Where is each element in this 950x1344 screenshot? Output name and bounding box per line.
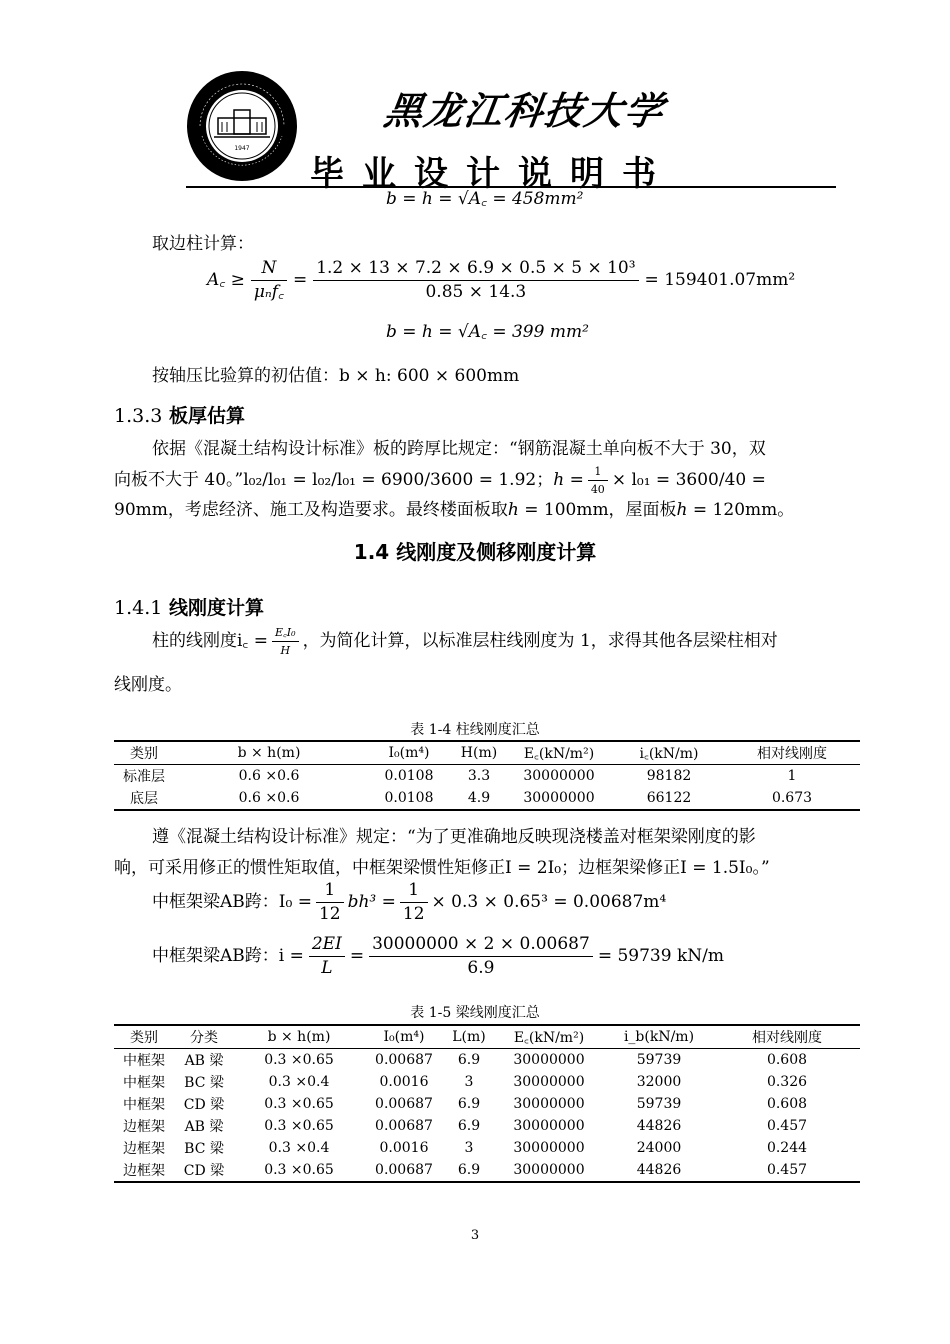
formula-ab-stiffness (152, 936, 724, 977)
text-span: = (349, 946, 365, 966)
table-cell: 30000000 (513, 1162, 585, 1178)
formula-b-h-458: b = h = √A꜀ = 458mm² (386, 189, 584, 209)
fraction-numerator: 1 (588, 466, 608, 481)
text-span: × 0.3 × 0.65³ = 0.00687m⁴ (431, 892, 667, 912)
fraction-1-over-40 (588, 466, 608, 495)
fraction-2ei-over-l (309, 936, 345, 977)
table-row (114, 1137, 860, 1159)
table-row (114, 787, 860, 810)
header-cell: 类别 (130, 746, 158, 762)
table-cell: 0.457 (766, 1118, 808, 1134)
table-cell: 30000000 (513, 1096, 585, 1112)
table-header-row (114, 1025, 860, 1049)
fraction-denominator: 12 (318, 904, 341, 924)
text-span: = 59739 kN/m (597, 946, 724, 966)
section-number: 1.4.1 (114, 597, 163, 619)
text-span: 向板不大于 40。”l₀₂/l₀₁ = l₀₂/l₀₁ = 6900/3600 = 1.92；ℎ = (114, 470, 584, 490)
header-cell: E꜀(kN/m²) (523, 745, 595, 762)
fraction-1-over-12 (316, 882, 344, 923)
fraction-denominator: 6.9 (467, 958, 495, 978)
table-cell: 0.00687 (375, 1162, 433, 1178)
fraction-numerator: 2EI (309, 936, 345, 957)
formula-ab-inertia (152, 882, 666, 923)
table-cell: 0.3 ×0.4 (268, 1140, 330, 1156)
text-span: 中框架梁AB跨：I₀ = (152, 892, 312, 912)
table-cell: 44826 (636, 1162, 682, 1178)
axial-ratio-check: 按轴压比验算的初估值：b × h: 600 × 600mm (152, 366, 520, 386)
table-cell: 0.326 (766, 1074, 808, 1090)
table-cell: 0.3 ×0.65 (264, 1052, 334, 1068)
table-cell: 0.00687 (375, 1118, 433, 1134)
table-cell: 0.608 (766, 1096, 808, 1112)
beam-stiffness-table (114, 1024, 860, 1183)
table-cell: AB 梁 (184, 1119, 224, 1135)
fraction-numerator: E꜀I₀ (272, 627, 299, 642)
fraction-numerator: 1 (316, 882, 344, 903)
fraction-denominator: 0.85 × 14.3 (425, 282, 527, 302)
fraction-stiffness-calc (369, 936, 593, 977)
table-row (114, 1049, 860, 1072)
table-cell: 0.3 ×0.65 (264, 1118, 334, 1134)
header-cell: 相对线刚度 (757, 746, 827, 762)
fraction-n-over-fc (251, 260, 287, 301)
table-cell: 0.673 (771, 790, 813, 806)
text-span: 柱的线刚度i꜀ = (152, 631, 268, 651)
table-cell: CD 梁 (183, 1163, 225, 1179)
fraction-numerator: 1.2 × 13 × 7.2 × 6.9 × 0.5 × 5 × 10³ (313, 260, 638, 281)
paragraph-line: 响，可采用修正的惯性矩取值，中框架梁惯性矩修正I = 2I₀；边框架梁修正I = 1.5I₀。” (114, 858, 770, 878)
header-cell: E꜀(kN/m²) (513, 1029, 585, 1046)
table-header-row (114, 741, 860, 765)
table-cell: 30000000 (523, 768, 595, 784)
table-cell: 6.9 (457, 1162, 481, 1178)
fraction-ecio-over-h (272, 627, 299, 656)
section-1-4-heading: 1.4 线刚度及侧移刚度计算 (353, 540, 597, 564)
table-cell: 边框架 (123, 1163, 165, 1179)
table-cell: 30000000 (513, 1074, 585, 1090)
paragraph-line (152, 627, 778, 656)
text-span: 中框架梁AB跨：i = (152, 946, 304, 966)
document-title: 毕业设计说明书 (310, 154, 674, 194)
section-1-4-1-heading (114, 593, 264, 620)
fraction-numerator: 1 (400, 882, 428, 903)
university-name: 黑龙江科技大学 (381, 88, 668, 133)
table-cell: BC 梁 (184, 1075, 224, 1091)
table-cell: 标准层 (123, 769, 165, 785)
table-cell: 66122 (646, 790, 692, 806)
table-row (114, 765, 860, 788)
table-cell: 0.244 (766, 1140, 808, 1156)
table-cell: 0.00687 (375, 1052, 433, 1068)
table-cell: 中框架 (123, 1075, 165, 1091)
header-cell: I₀(m⁴) (388, 745, 430, 761)
formula-ac-lhs: A꜀ ≥ (207, 270, 245, 290)
fraction-numerator: 30000000 × 2 × 0.00687 (369, 936, 593, 957)
text-span: ，为简化计算，以标准层柱线刚度为 1，求得其他各层梁柱相对 (302, 631, 778, 651)
svg-text:1947: 1947 (234, 145, 250, 152)
fraction-1-over-12 (400, 882, 428, 923)
table-cell: CD 梁 (183, 1097, 225, 1113)
table-cell: 4.9 (467, 790, 491, 806)
table-cell: 30000000 (513, 1052, 585, 1068)
formula-b-h-399: b = h = √A꜀ = 399 mm² (386, 322, 589, 342)
table-cell: 0.0016 (379, 1140, 429, 1156)
header-cell: 相对线刚度 (752, 1030, 822, 1046)
fraction-numerator: N (251, 260, 287, 281)
table-cell: 3 (464, 1074, 474, 1090)
table-cell: BC 梁 (184, 1141, 224, 1157)
header-cell: b × h(m) (267, 1029, 331, 1045)
formula-ac-edge: A꜀ ≥ $\frac{N}{\text{μₙf꜀}}$ = $\frac{\text{1.2 × 13 × 7.2 × 6.9 × 0.5 × 5 × 10³}}{0.85 \times 14.3}$ = 159401.07mm² (207, 258, 796, 302)
edge-column-intro: 取边柱计算： (152, 234, 254, 254)
table-cell: 0.00687 (375, 1096, 433, 1112)
header-cell: H(m) (460, 745, 498, 761)
table-cell: 0.0108 (384, 790, 434, 806)
column-stiffness-table (114, 740, 860, 811)
paragraph-line: 线刚度。 (114, 675, 182, 695)
section-1-3-3-heading (114, 401, 245, 428)
fraction-denominator: L (321, 958, 333, 978)
fraction-load-calc (313, 260, 638, 301)
section-number: 1.3.3 (114, 405, 163, 427)
table-cell: 6.9 (457, 1096, 481, 1112)
table-cell: 24000 (636, 1140, 682, 1156)
table-cell: 30000000 (523, 790, 595, 806)
table-cell: 0.0108 (384, 768, 434, 784)
table-cell: 3 (464, 1140, 474, 1156)
header-cell: 类别 (130, 1030, 158, 1046)
table-cell: 1 (787, 768, 797, 784)
page-number: 3 (470, 1228, 480, 1243)
table-cell: 中框架 (123, 1053, 165, 1069)
header-cell: I₀(m⁴) (383, 1029, 425, 1045)
table-cell: 6.9 (457, 1052, 481, 1068)
table-cell: 边框架 (123, 1119, 165, 1135)
header-cell: i꜀(kN/m) (639, 745, 699, 762)
fraction-denominator: 12 (402, 904, 425, 924)
table-cell: 底层 (130, 791, 158, 807)
table-caption: 表 1-4 柱线刚度汇总 (410, 722, 540, 738)
paragraph-line: 依据《混凝土结构设计标准》板的跨厚比规定：“钢筋混凝土单向板不大于 30，双 (152, 439, 766, 459)
paragraph-line (114, 466, 766, 495)
table-cell: 边框架 (123, 1141, 165, 1157)
table-row (114, 1093, 860, 1115)
table-row (114, 1115, 860, 1137)
table-caption: 表 1-5 梁线刚度汇总 (410, 1005, 540, 1021)
table-cell: 30000000 (513, 1140, 585, 1156)
section-title: 板厚估算 (168, 405, 245, 427)
table-cell: 44826 (636, 1118, 682, 1134)
table-cell: 0.3 ×0.4 (268, 1074, 330, 1090)
paragraph-line: 90mm，考虑经济、施工及构造要求。最终楼面板取ℎ = 100mm，屋面板ℎ = 120mm。 (114, 500, 795, 520)
table-cell: AB 梁 (184, 1053, 224, 1069)
table-row (114, 1071, 860, 1093)
header-rule (186, 186, 836, 188)
paragraph-line: 遵《混凝土结构设计标准》规定：“为了更准确地反映现浇楼盖对框架梁刚度的影 (152, 827, 756, 847)
university-seal-logo (186, 70, 298, 182)
table-cell: 中框架 (123, 1097, 165, 1113)
table-cell: 98182 (646, 768, 692, 784)
fraction-denominator: H (280, 644, 291, 657)
header-cell: L(m) (452, 1029, 486, 1045)
table-cell: 0.6 ×0.6 (238, 790, 300, 806)
table-cell: 0.3 ×0.65 (264, 1096, 334, 1112)
table-cell: 3.3 (467, 768, 491, 784)
text-span: bh³ = (347, 892, 396, 912)
table-cell: 32000 (636, 1074, 682, 1090)
table-cell: 0.6 ×0.6 (238, 768, 300, 784)
table-cell: 0.608 (766, 1052, 808, 1068)
table-cell: 59739 (636, 1052, 682, 1068)
section-title: 线刚度计算 (168, 597, 264, 619)
table-cell: 59739 (636, 1096, 682, 1112)
header-cell: 分类 (190, 1030, 218, 1046)
fraction-denominator: 40 (590, 483, 605, 496)
header-cell: i_b(kN/m) (623, 1029, 695, 1045)
table-row (114, 1159, 860, 1182)
table-cell: 0.457 (766, 1162, 808, 1178)
table-cell: 0.0016 (379, 1074, 429, 1090)
table-cell: 6.9 (457, 1118, 481, 1134)
fraction-denominator: μₙf꜀ (253, 282, 284, 302)
table-cell: 30000000 (513, 1118, 585, 1134)
formula-ac-result: = 159401.07mm² (644, 270, 796, 290)
table-cell: 0.3 ×0.65 (264, 1162, 334, 1178)
text-span: × l₀₁ = 3600/40 = (611, 470, 766, 490)
header-cell: b × h(m) (237, 745, 301, 761)
